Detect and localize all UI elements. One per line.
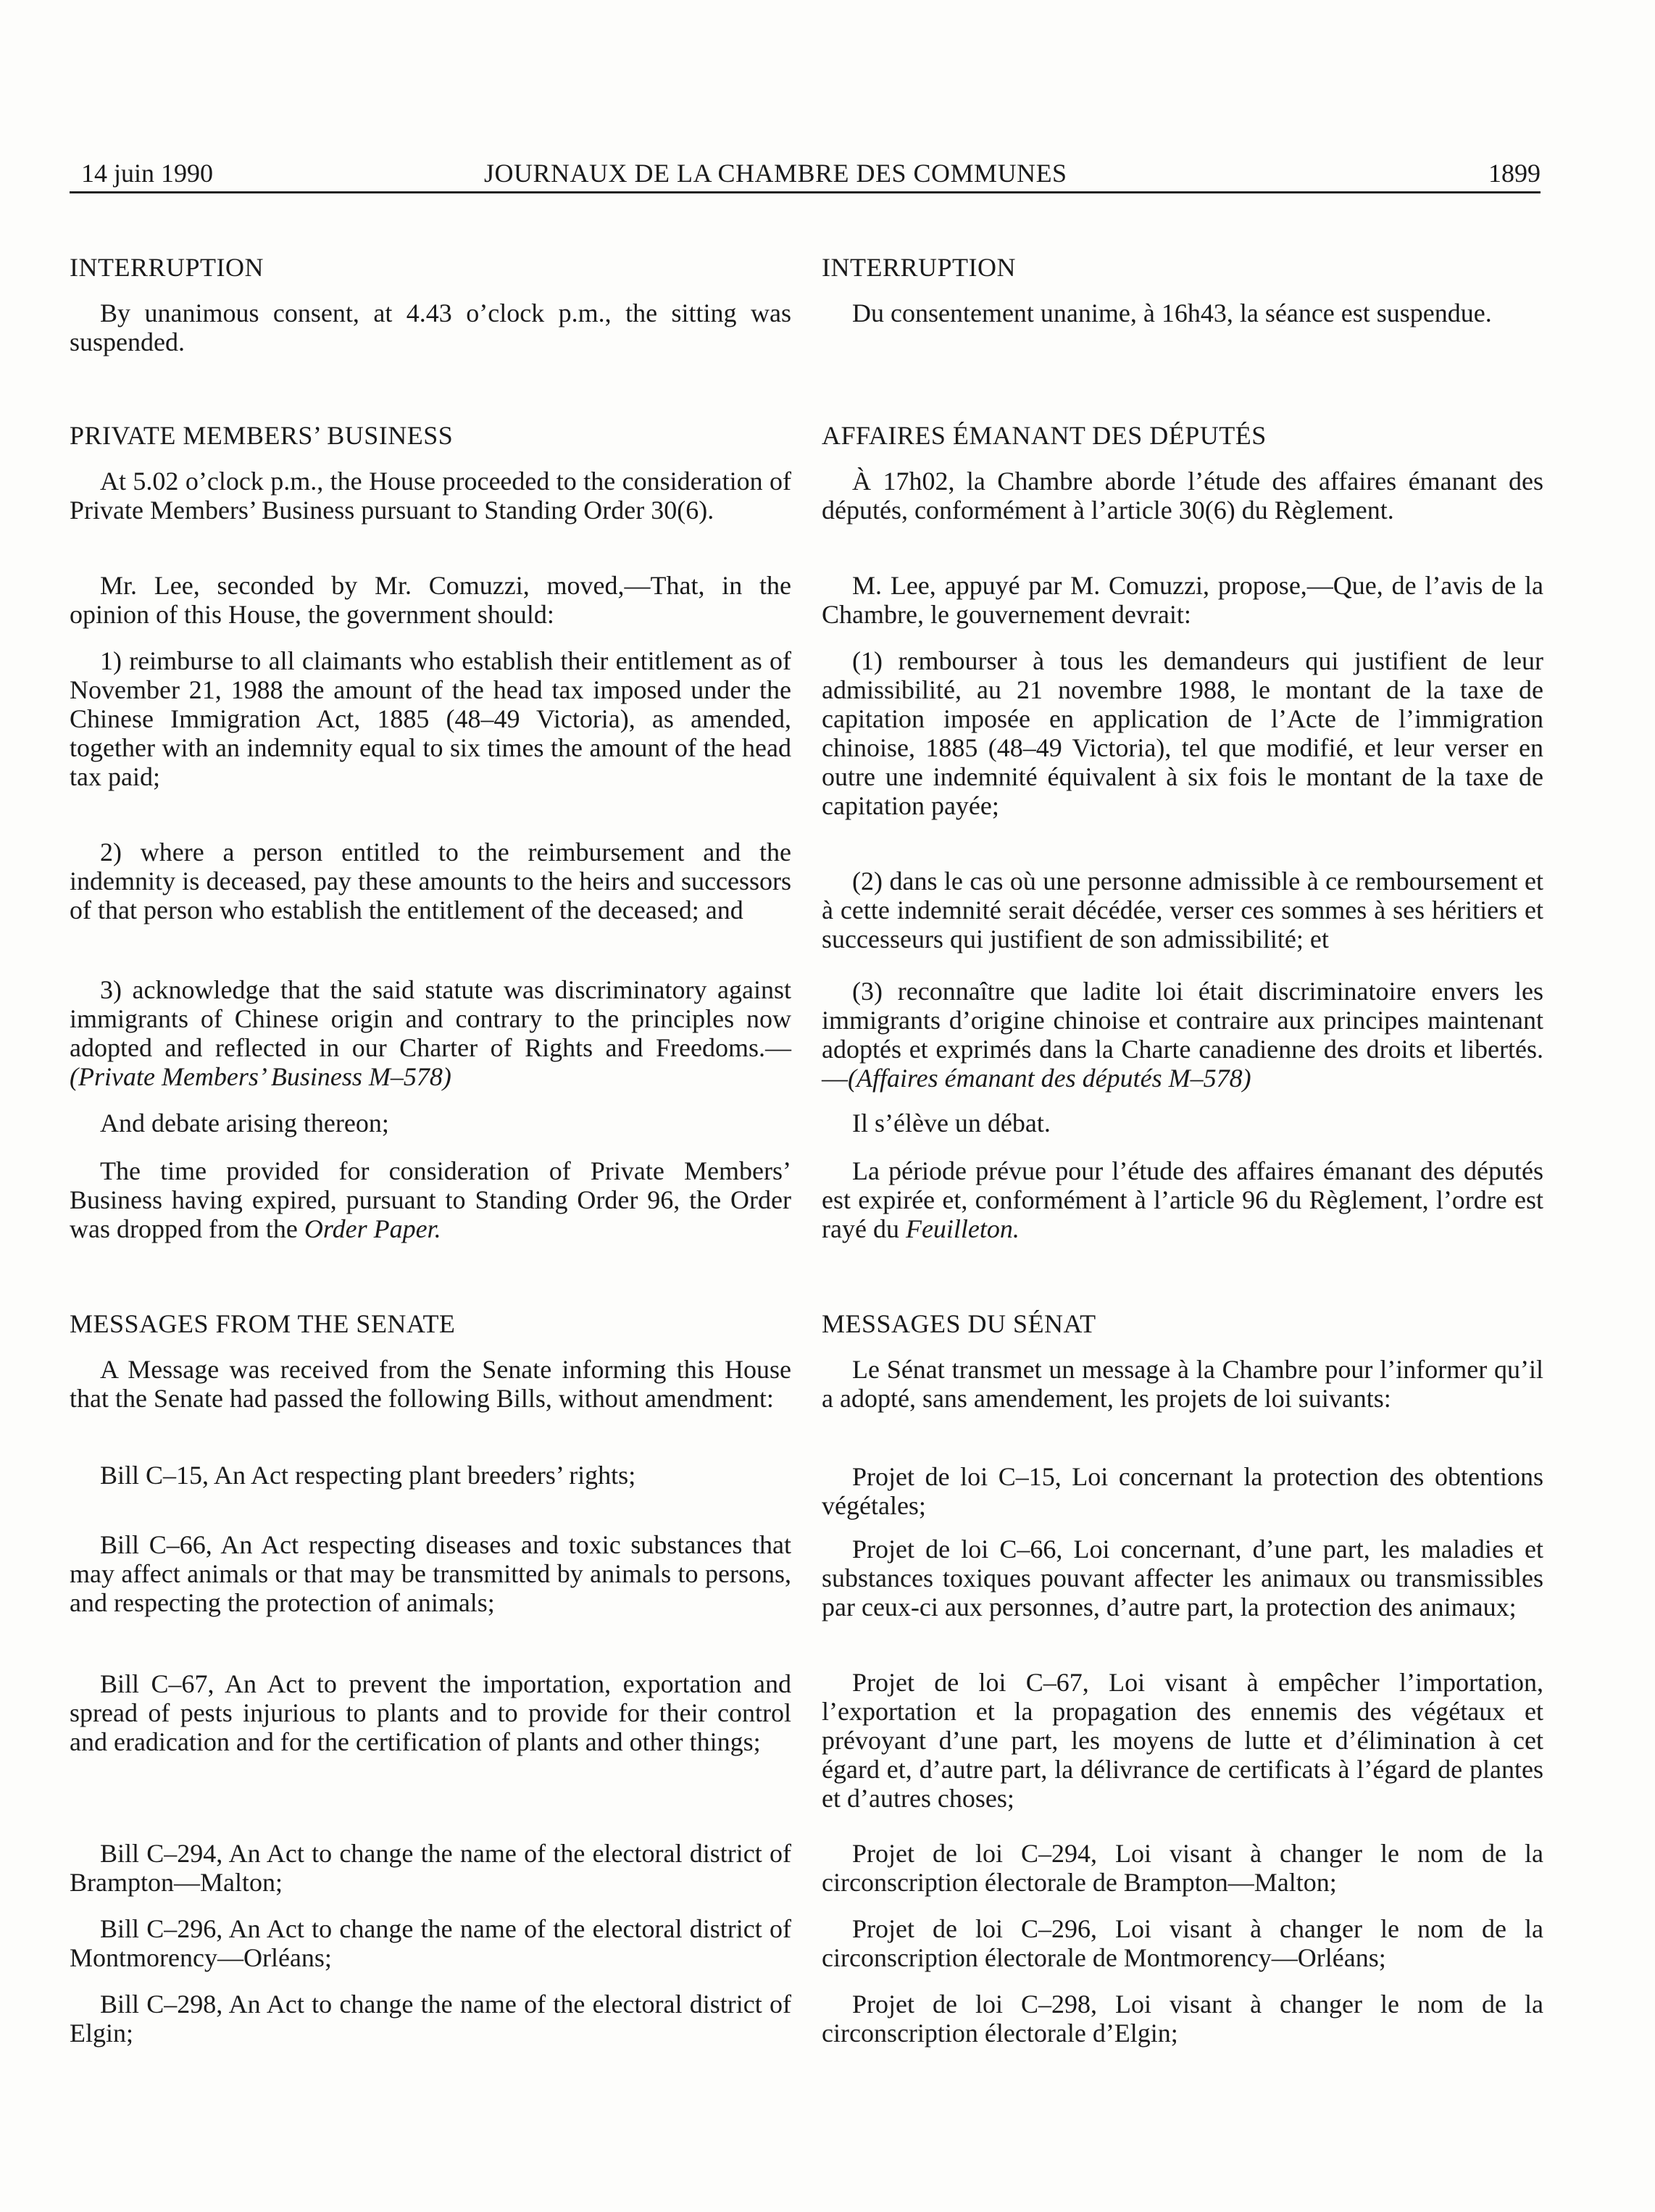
- pmb-heading-fr: AFFAIRES ÉMANANT DES DÉPUTÉS: [822, 421, 1267, 450]
- pmb-heading: PRIVATE MEMBERS’ BUSINESS: [70, 421, 454, 450]
- motion-reference: (Private Members’ Business M–578): [70, 1062, 451, 1091]
- bill-c66: Bill C–66, An Act respecting diseases and toxic substances that may affect animals or that may be transmitted by animals to persons, and respecting the protection of animals;: [70, 1530, 791, 1617]
- debate-text: And debate arising thereon;: [100, 1109, 389, 1138]
- motion-intro-fr: M. Lee, appuyé par M. Comuzzi, propose,—Que, de l’avis de la Chambre, le gouvernement devrait:: [822, 571, 1543, 629]
- expiry-text-body-fr: La période prévue pour l’étude des affaires émanant des députés est expirée et, conformément à l’article 96 du Règlement, l’ordre est rayé du: [822, 1156, 1543, 1243]
- motion-point-1: 1) reimburse to all claimants who establish their entitlement as of November 21, 1988 the amount of the head tax imposed under the Chinese Immigration Act, 1885 (48–49 Victoria), as amended, together with an indemnity equal to six times the amount of the head tax paid;: [70, 646, 791, 791]
- motion-point-3-text-fr: (3) reconnaître que ladite loi était discriminatoire envers les immigrants d’origine chinoise et contraire aux principes maintenant adoptés et exprimés dans la Charte canadienne des droits et libertés.—: [822, 977, 1543, 1093]
- interruption-text-fr: Du consentement unanime, à 16h43, la séance est suspendue.: [852, 299, 1492, 327]
- page-number: 1899: [1488, 159, 1541, 188]
- bill-c15: Bill C–15, An Act respecting plant breeders’ rights;: [100, 1461, 636, 1490]
- expiry-text-fr: [822, 1156, 1543, 1243]
- motion-point-3-text: 3) acknowledge that the said statute was discriminatory against immigrants of Chinese origin and contrary to the principles now adopted and reflected in our Charter of Rights and Freedoms.—: [70, 975, 791, 1062]
- bill-c66-fr: Projet de loi C–66, Loi concernant, d’une part, les maladies et substances toxiques pouvant affecter les animaux ou transmissibles par ceux-ci aux personnes, d’autre part, la protection des animaux;: [822, 1535, 1543, 1622]
- debate-text-fr: Il s’élève un débat.: [852, 1109, 1051, 1138]
- bill-c15-fr: Projet de loi C–15, Loi concernant la protection des obtentions végétales;: [822, 1462, 1543, 1520]
- motion-intro: Mr. Lee, seconded by Mr. Comuzzi, moved,—That, in the opinion of this House, the government should:: [70, 571, 791, 629]
- expiry-text: [70, 1156, 791, 1243]
- motion-point-3-fr: [822, 977, 1543, 1093]
- bill-c294-fr: Projet de loi C–294, Loi visant à changer le nom de la circonscription électorale de Brampton—Malton;: [822, 1839, 1543, 1897]
- order-paper-ref: Order Paper.: [304, 1214, 441, 1243]
- feuilleton-ref: Feuilleton.: [905, 1214, 1020, 1243]
- senate-intro-fr: Le Sénat transmet un message à la Chambre pour l’informer qu’il a adopté, sans amendement, les projets de loi suivants:: [822, 1355, 1543, 1413]
- motion-reference-fr: (Affaires émanant des députés M–578): [848, 1064, 1251, 1093]
- expiry-text-body: The time provided for consideration of Private Members’ Business having expired, pursuant to Standing Order 96, the Order was dropped from the: [70, 1156, 791, 1243]
- page-header: [70, 158, 1541, 193]
- bill-c67-fr: Projet de loi C–67, Loi visant à empêcher l’importation, l’exportation et la propagation des ennemis des végétaux et prévoyant d’une part, les moyens de lutte et d’élimination à cet égard et, d’autre part, la délivrance de certificats à l’égard de plantes et d’autres choses;: [822, 1668, 1543, 1813]
- bill-c67: Bill C–67, An Act to prevent the importation, exportation and spread of pests injurious to plants and to provide for their control and eradication and for the certification of plants and other things;: [70, 1669, 791, 1756]
- interruption-heading: INTERRUPTION: [70, 253, 264, 282]
- bill-c294: Bill C–294, An Act to change the name of the electoral district of Brampton—Malton;: [70, 1839, 791, 1897]
- bill-c296-fr: Projet de loi C–296, Loi visant à changer le nom de la circonscription électorale de Montmorency—Orléans;: [822, 1914, 1543, 1972]
- motion-point-3: [70, 975, 791, 1091]
- pmb-intro-fr: À 17h02, la Chambre aborde l’étude des affaires émanant des députés, conformément à l’article 30(6) du Règlement.: [822, 467, 1543, 525]
- pmb-intro: At 5.02 o’clock p.m., the House proceeded to the consideration of Private Members’ Business pursuant to Standing Order 30(6).: [70, 467, 791, 525]
- bill-c298: Bill C–298, An Act to change the name of the electoral district of Elgin;: [70, 1990, 791, 2048]
- interruption-heading-fr: INTERRUPTION: [822, 253, 1016, 282]
- bill-c298-fr: Projet de loi C–298, Loi visant à changer le nom de la circonscription électorale d’Elgin;: [822, 1990, 1543, 2048]
- bill-c296: Bill C–296, An Act to change the name of the electoral district of Montmorency—Orléans;: [70, 1914, 791, 1972]
- motion-point-1-fr: (1) rembourser à tous les demandeurs qui justifient de leur admissibilité, au 21 novembre 1988, le montant de la taxe de capitation imposée en application de l’Acte de l’immigration chinoise, 1885 (48–49 Victoria), tel que modifié, et leur verser en outre une indemnité équivalent à six fois le montant de la taxe de capitation payée;: [822, 646, 1543, 820]
- interruption-text: By unanimous consent, at 4.43 o’clock p.m., the sitting was suspended.: [70, 299, 791, 356]
- senate-heading: MESSAGES FROM THE SENATE: [70, 1309, 456, 1338]
- motion-point-2-fr: (2) dans le cas où une personne admissible à ce remboursement et à cette indemnité serait décédée, verser ces sommes à ses héritiers et successeurs qui justifient de son admissibilité; et: [822, 867, 1543, 953]
- senate-intro: A Message was received from the Senate informing this House that the Senate had passed the following Bills, without amendment:: [70, 1355, 791, 1413]
- senate-heading-fr: MESSAGES DU SÉNAT: [822, 1309, 1096, 1338]
- header-title: JOURNAUX DE LA CHAMBRE DES COMMUNES: [484, 159, 1067, 188]
- motion-point-2: 2) where a person entitled to the reimbursement and the indemnity is deceased, pay these amounts to the heirs and successors of that person who establish the entitlement of the deceased; and: [70, 838, 791, 925]
- header-date: 14 juin 1990: [81, 159, 214, 188]
